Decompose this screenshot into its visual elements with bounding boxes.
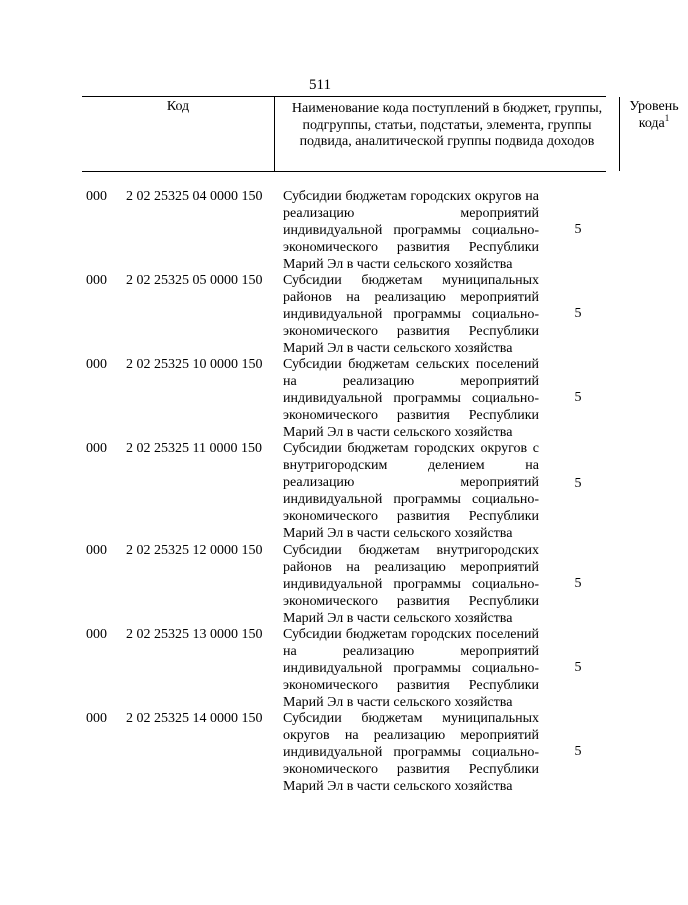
row-budget-code: 2 02 25325 13 0000 150 (126, 627, 263, 642)
page-number: 511 (309, 77, 331, 93)
table-row (0, 626, 640, 710)
table-row (0, 356, 640, 440)
table-body (0, 188, 640, 794)
row-description: Субсидии бюджетам городских округов с внутригородским делением на реализацию мероприятий индивидуальной программы социально-экономического развития Республики Марий Эл в части сельского хозяйства (283, 441, 539, 541)
row-level: 5 (574, 306, 582, 321)
row-level: 5 (574, 744, 582, 759)
table-header (82, 96, 679, 172)
table-row (0, 272, 640, 356)
row-budget-code: 2 02 25325 14 0000 150 (126, 711, 263, 726)
row-description: Субсидии бюджетам муниципальных округов на реализацию мероприятий индивидуальной программы социально-экономического развития Республики Марий Эл в части сельского хозяйства (283, 711, 539, 794)
header-level (620, 97, 688, 173)
row-admin-code: 000 (86, 627, 107, 642)
table-row (0, 188, 640, 272)
header-name: Наименование кода поступлений в бюджет, группы, подгруппы, статьи, подстатьи, элемента, группы подвида, аналитической группы подвида доходов (274, 97, 620, 171)
row-level: 5 (574, 390, 582, 405)
header-level-footnote: 1 (664, 112, 670, 123)
row-level: 5 (574, 576, 582, 591)
table-row (0, 542, 640, 626)
table-row (0, 440, 640, 542)
row-description: Субсидии бюджетам городских поселений на реализацию мероприятий индивидуальной программы социально-экономического развития Республики Марий Эл в части сельского хозяйства (283, 627, 539, 710)
header-code: Код (166, 99, 190, 114)
row-admin-code: 000 (86, 273, 107, 288)
row-admin-code: 000 (86, 711, 107, 726)
row-admin-code: 000 (86, 543, 107, 558)
row-description: Субсидии бюджетам муниципальных районов на реализацию мероприятий индивидуальной программы социально-экономического развития Республики Марий Эл в части сельского хозяйства (283, 273, 539, 356)
row-admin-code: 000 (86, 441, 107, 456)
row-budget-code: 2 02 25325 12 0000 150 (126, 543, 263, 558)
row-budget-code: 2 02 25325 11 0000 150 (126, 441, 262, 456)
row-admin-code: 000 (86, 189, 107, 204)
row-level: 5 (574, 476, 582, 491)
table-row (0, 710, 640, 794)
row-budget-code: 2 02 25325 04 0000 150 (126, 189, 263, 204)
row-description: Субсидии бюджетам сельских поселений на реализацию мероприятий индивидуальной программы социально-экономического развития Республики Марий Эл в части сельского хозяйства (283, 357, 539, 440)
header-level-label: Уровень кода (629, 99, 679, 131)
row-level: 5 (574, 222, 582, 237)
row-level: 5 (574, 660, 582, 675)
row-admin-code: 000 (86, 357, 107, 372)
row-description: Субсидии бюджетам внутригородских районов на реализацию мероприятий индивидуальной программы социально-экономического развития Республики Марий Эл в части сельского хозяйства (283, 543, 539, 626)
row-budget-code: 2 02 25325 10 0000 150 (126, 357, 263, 372)
row-description: Субсидии бюджетам городских округов на реализацию мероприятий индивидуальной программы социально-экономического развития Республики Марий Эл в части сельского хозяйства (283, 189, 539, 272)
row-budget-code: 2 02 25325 05 0000 150 (126, 273, 263, 288)
